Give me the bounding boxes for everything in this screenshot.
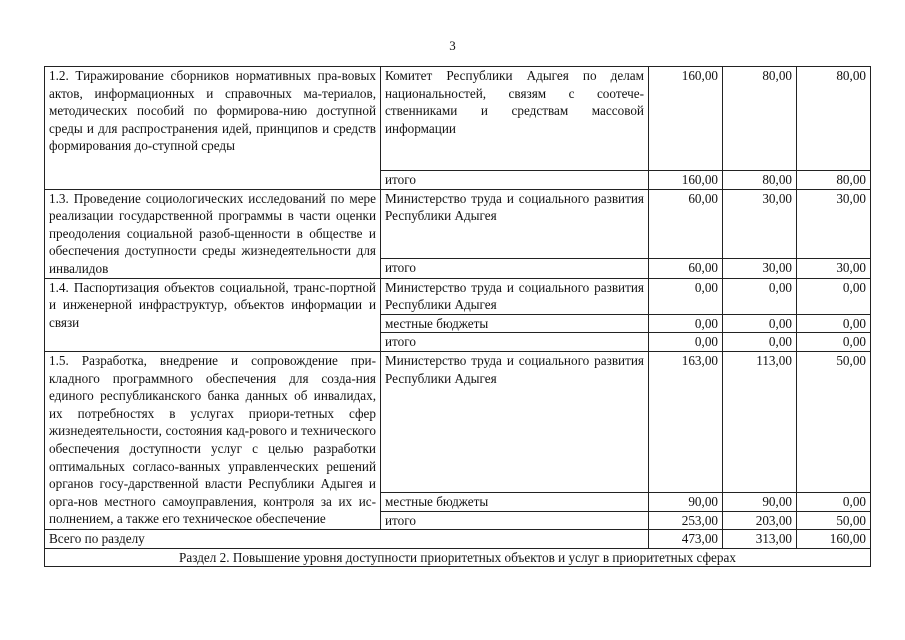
value-cell: 80,00 [723, 67, 797, 171]
value-cell: 163,00 [649, 351, 723, 492]
measure-cell: 1.5. Разработка, внедрение и сопровождение при-кладного программного обеспечения для созда-ния единого республиканского банка данных об инвалидах, их потребностях в услугах приори-тетных сфер жизнедеятельности, состояния кад-рового и технического обеспечения доступности услуг с целью разработки оптимальных согласо-ванных управленческих решений органов госу-дарственной власти Республики Адыгея и орга-нов местного самоуправления, контроля за их ис-полнением, а также его техническое обеспечение [45, 351, 381, 529]
total-cell: 0,00 [649, 333, 723, 352]
value-cell: 0,00 [649, 278, 723, 314]
value-cell: 160,00 [649, 67, 723, 171]
value-cell: 30,00 [723, 189, 797, 258]
section-total-cell: 473,00 [649, 530, 723, 549]
value-cell: 0,00 [797, 278, 871, 314]
value-cell: 50,00 [797, 351, 871, 492]
measure-cell: 1.3. Проведение социологических исследований по мере реализации государственной программы в части оценки преодоления социальной разоб-щенности в обществе и обеспечения доступности среды жизнедеятельности для инвалидов [45, 189, 381, 278]
section-total-cell: 313,00 [723, 530, 797, 549]
value-cell: 60,00 [649, 189, 723, 258]
total-cell: 30,00 [797, 258, 871, 278]
total-cell: 253,00 [649, 511, 723, 530]
total-cell: 160,00 [649, 171, 723, 190]
local-cell: 90,00 [723, 492, 797, 511]
value-cell: 30,00 [797, 189, 871, 258]
executor-cell: Министерство труда и социального развития Республики Адыгея [381, 189, 649, 258]
section-heading: Раздел 2. Повышение уровня доступности приоритетных объектов и услуг в приоритетных сферах [45, 548, 871, 567]
total-cell: 0,00 [797, 333, 871, 352]
local-budget-label: местные бюджеты [381, 314, 649, 333]
local-cell: 0,00 [797, 492, 871, 511]
table-row [45, 189, 871, 258]
page-number: 3 [449, 38, 456, 53]
section-heading-row [45, 548, 871, 567]
measure-cell: 1.2. Тиражирование сборников нормативных пра-вовых актов, информационных и справочных ма-териалов, методических пособий по формирова-нию доступной среды и для распространения идей, принципов и средств формирования до-ступной среды [45, 67, 381, 190]
table-row [45, 278, 871, 314]
local-cell: 0,00 [649, 314, 723, 333]
section-total-row [45, 530, 871, 549]
total-cell: 30,00 [723, 258, 797, 278]
total-label: итого [381, 171, 649, 190]
total-cell: 0,00 [723, 333, 797, 352]
value-cell: 113,00 [723, 351, 797, 492]
executor-cell: Министерство труда и социального развития Республики Адыгея [381, 351, 649, 492]
value-cell: 80,00 [797, 67, 871, 171]
total-cell: 50,00 [797, 511, 871, 530]
total-cell: 203,00 [723, 511, 797, 530]
section-total-cell: 160,00 [797, 530, 871, 549]
section-total-label: Всего по разделу [45, 530, 649, 549]
total-label: итого [381, 333, 649, 352]
total-cell: 60,00 [649, 258, 723, 278]
executor-cell: Министерство труда и социального развития Республики Адыгея [381, 278, 649, 314]
local-budget-label: местные бюджеты [381, 492, 649, 511]
local-cell: 90,00 [649, 492, 723, 511]
measure-cell: 1.4. Паспортизация объектов социальной, транс-портной и инженерной инфраструктур, объектов информации и связи [45, 278, 381, 351]
local-cell: 0,00 [723, 314, 797, 333]
total-cell: 80,00 [723, 171, 797, 190]
total-label: итого [381, 258, 649, 278]
total-label: итого [381, 511, 649, 530]
budget-table [44, 66, 871, 567]
executor-cell: Комитет Республики Адыгея по делам национальностей, связям с соотече-ственниками и средствам массовой информации [381, 67, 649, 171]
value-cell: 0,00 [723, 278, 797, 314]
table-row [45, 67, 871, 171]
total-cell: 80,00 [797, 171, 871, 190]
local-cell: 0,00 [797, 314, 871, 333]
table-row [45, 351, 871, 492]
